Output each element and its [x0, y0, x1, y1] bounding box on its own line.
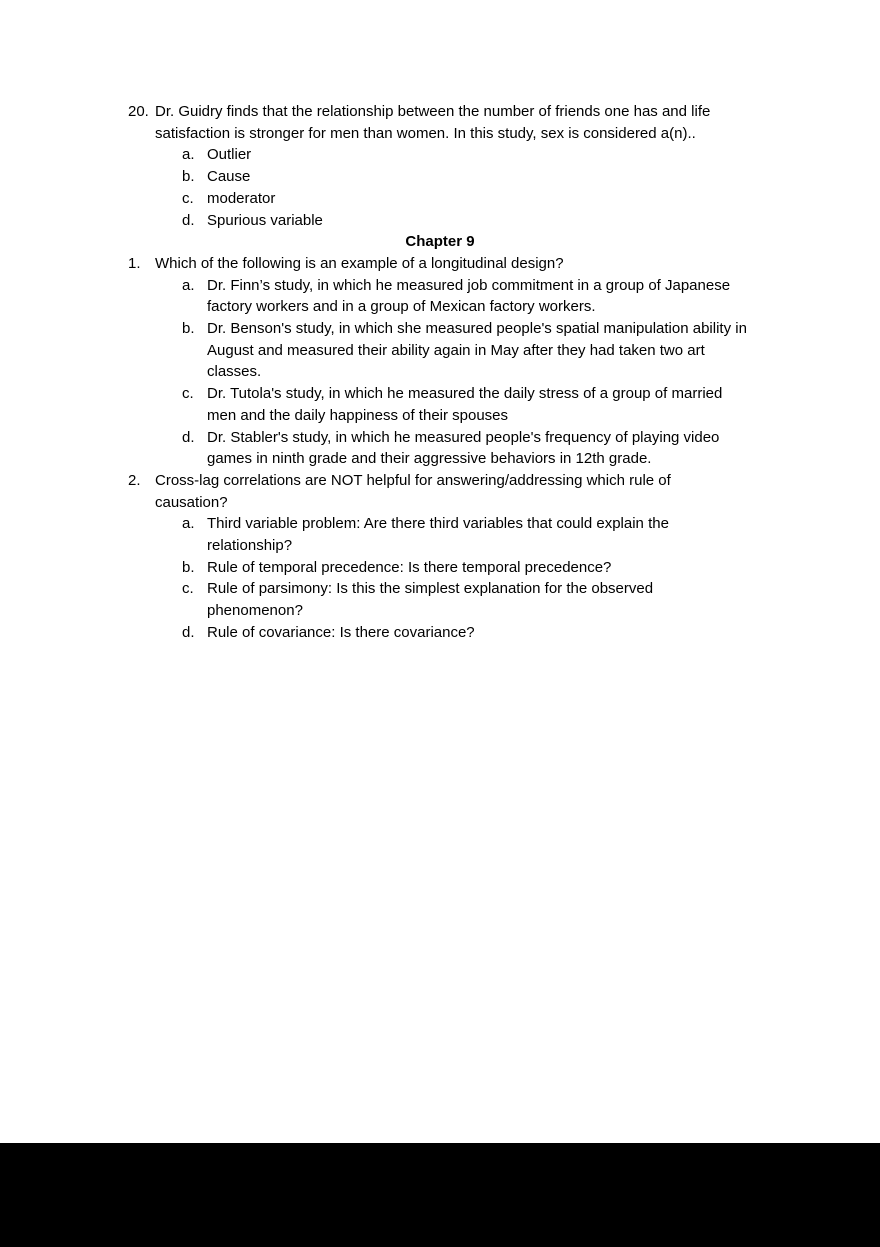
option-label: b. — [182, 558, 195, 576]
option-body — [207, 166, 250, 188]
option-d — [182, 622, 671, 644]
option-text-line: games in ninth grade and their aggressive behaviors in 12th grade. — [207, 450, 652, 468]
option-body — [207, 513, 669, 556]
option-text-line: Dr. Finn’s study, in which he measured job commitment in a group of Japanese — [207, 276, 731, 294]
option-text-line: Dr. Tutola's study, in which he measured the daily stress of a group of married — [207, 385, 723, 403]
question-1 — [128, 253, 780, 470]
option-text-line: Dr. Benson's study, in which she measured people's spatial manipulation ability in — [207, 320, 747, 338]
option-d — [182, 210, 710, 232]
question-text-line: causation? — [155, 493, 228, 511]
question-text-line: Dr. Guidry finds that the relationship between the number of friends one has and life — [155, 103, 711, 120]
option-body — [207, 578, 653, 621]
option-label: c. — [182, 385, 194, 403]
option-label: b. — [182, 320, 195, 338]
option-text-line: Dr. Stabler's study, in which he measured people's frequency of playing video — [207, 428, 720, 446]
option-label: b. — [182, 168, 195, 186]
option-body — [207, 557, 611, 579]
option-body — [207, 144, 251, 166]
question-body — [155, 101, 710, 231]
option-text-line: phenomenon? — [207, 602, 303, 620]
option-label: c. — [182, 189, 194, 207]
option-b — [182, 318, 747, 383]
option-body — [207, 318, 747, 383]
option-text-line: Outlier — [207, 146, 252, 164]
option-a — [182, 513, 671, 556]
option-label: a. — [182, 515, 195, 533]
question-number: 20. — [128, 103, 149, 120]
option-text-line: relationship? — [207, 537, 293, 555]
option-text-line: Third variable problem: Are there third variables that could explain the — [207, 515, 669, 533]
option-b — [182, 166, 710, 188]
option-a — [182, 144, 710, 166]
option-label: c. — [182, 580, 194, 598]
question-20 — [128, 101, 780, 231]
option-text-line: Rule of parsimony: Is this the simplest explanation for the observed — [207, 580, 654, 598]
question-body — [155, 253, 747, 470]
option-text-line: Cause — [207, 168, 251, 186]
option-label: d. — [182, 428, 195, 446]
option-text-line: factory workers and in a group of Mexican factory workers. — [207, 298, 596, 316]
question-2 — [128, 470, 780, 644]
question-text-line: Cross-lag correlations are NOT helpful for answering/addressing which rule of — [155, 471, 671, 489]
question-number: 2. — [128, 471, 141, 489]
option-text-line: men and the daily happiness of their spouses — [207, 406, 509, 424]
option-label: a. — [182, 276, 195, 294]
option-body — [207, 427, 719, 470]
option-label: a. — [182, 146, 195, 164]
option-label: d. — [182, 211, 195, 229]
bottom-black-bar — [0, 1143, 880, 1247]
option-body — [207, 188, 275, 210]
option-text-line: moderator — [207, 189, 276, 207]
option-text-line: Rule of temporal precedence: Is there temporal precedence? — [207, 558, 612, 576]
option-text-line: August and measured their ability again in May after they had taken two art — [207, 341, 705, 359]
option-a — [182, 275, 747, 318]
option-text-line: Rule of covariance: Is there covariance? — [207, 623, 475, 641]
option-c — [182, 188, 710, 210]
option-body — [207, 622, 475, 644]
option-label: d. — [182, 623, 195, 641]
chapter-heading: Chapter 9 — [405, 233, 475, 251]
option-text-line: classes. — [207, 363, 262, 381]
option-text-line: Spurious variable — [207, 211, 323, 229]
option-c — [182, 578, 671, 621]
question-number: 1. — [128, 254, 141, 272]
option-body — [207, 275, 730, 318]
option-d — [182, 427, 747, 470]
option-body — [207, 210, 323, 232]
option-body — [207, 383, 722, 426]
quiz-content — [128, 101, 780, 644]
option-c — [182, 383, 747, 426]
option-b — [182, 557, 671, 579]
question-body — [155, 470, 671, 644]
question-text-line: satisfaction is stronger for men than women. In this study, sex is considered a(n).. — [155, 124, 696, 142]
question-text-line: Which of the following is an example of a longitudinal design? — [155, 254, 564, 272]
